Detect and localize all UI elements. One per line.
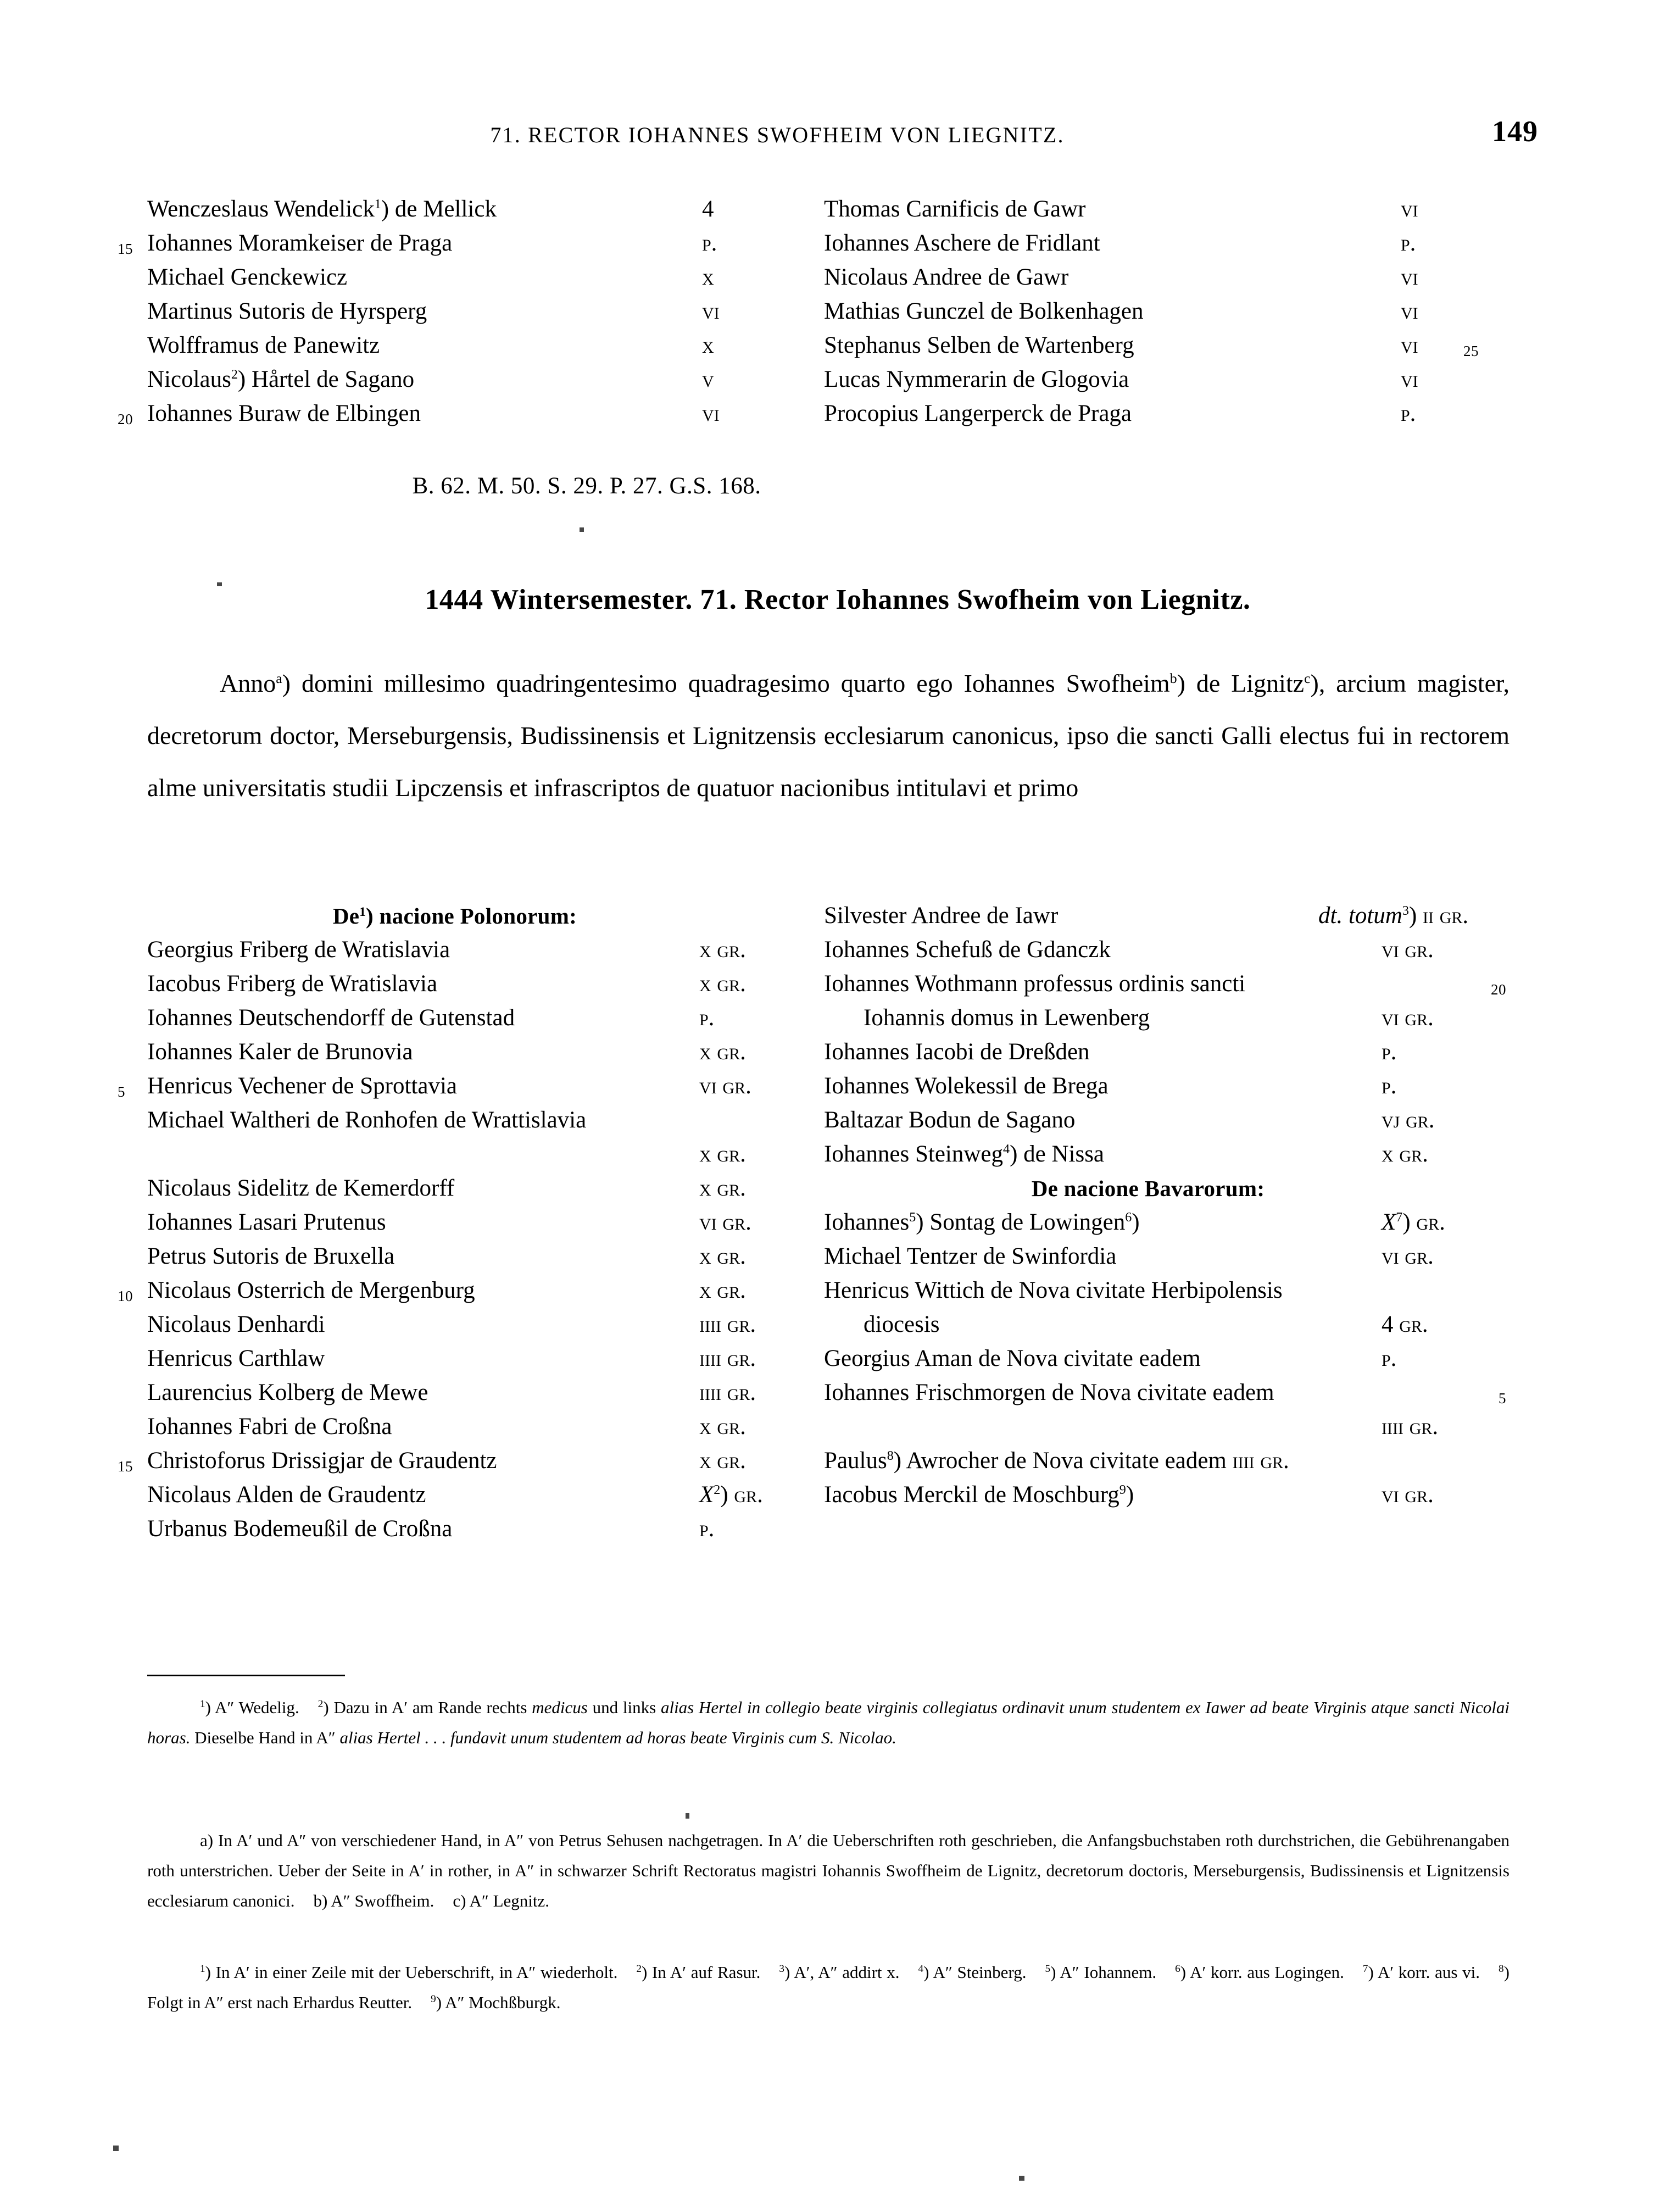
matriculation-row: [118, 1444, 762, 1478]
matriculation-row: [824, 1240, 1472, 1274]
register-row: [824, 294, 1445, 329]
matriculation-right-column: [824, 899, 1506, 1512]
student-name: Nicolaus Osterrich de Mergenburg: [147, 1277, 475, 1303]
student-name: Nicolaus$^2$) Hårtel de Sagano: [147, 366, 415, 392]
footnote-n8-text: Folgt in A″ erst nach Erhardus Reutter.: [147, 1993, 413, 2012]
register-row: [147, 294, 740, 329]
matriculation-row: [147, 967, 762, 1001]
fee-value: iiii gr.: [699, 1380, 756, 1405]
fee-value: 4: [702, 196, 714, 222]
matriculation-row-continuation: [147, 1137, 762, 1171]
footnote-2-text-pre: Dazu in A′ am Rande rechts: [333, 1698, 532, 1717]
register-row: [118, 226, 740, 260]
matriculation-row: [118, 1069, 762, 1103]
register-row: [824, 192, 1445, 226]
matriculation-row-continuation: [824, 1308, 1472, 1342]
fee-value: vi: [702, 401, 720, 426]
fee-value: x gr.: [699, 1243, 746, 1269]
register-row: [824, 329, 1479, 363]
matriculation-row: [147, 1308, 762, 1342]
footnote-b-text: A″ Swoffheim.: [331, 1891, 435, 1910]
student-name: Iohannes Lasari Prutenus: [147, 1209, 386, 1235]
fee-value: p.: [702, 230, 717, 256]
footnote-2-mid: und links: [587, 1698, 661, 1717]
register-row: [147, 260, 740, 294]
student-name: Nicolaus Denhardi: [147, 1311, 325, 1337]
running-head-title: 71. RECTOR IOHANNES SWOFHEIM VON LIEGNITZ.: [490, 123, 1065, 147]
matriculation-row: [824, 1478, 1472, 1512]
matriculation-row: [147, 1035, 762, 1069]
matriculation-row: [147, 1001, 762, 1035]
fee-value: x gr.: [699, 1277, 746, 1303]
fee-value: x: [702, 332, 714, 358]
fee-value: vi: [1401, 332, 1418, 358]
fee-value: vi gr.: [1382, 937, 1434, 963]
matriculation-row: [824, 1137, 1472, 1171]
fee-value: p.: [1382, 1346, 1397, 1371]
student-name: Nicolaus Andree de Gawr: [824, 264, 1069, 290]
line-number: 25: [1463, 343, 1479, 359]
student-name: Georgius Friberg de Wratislavia: [147, 937, 450, 963]
student-name: Iacobus Merckil de Moschburg$^9$): [824, 1482, 1134, 1508]
student-name: Urbanus Bodemeußil de Croßna: [147, 1516, 453, 1542]
footnote-n4-text: A″ Steinberg.: [933, 1963, 1027, 1982]
footnote-n1-text: In A′ in einer Zeile mit der Ueberschrift, in A″ wiederholt.: [215, 1963, 618, 1982]
student-name: Nicolaus Sidelitz de Kemerdorff: [147, 1175, 455, 1201]
line-number: 5: [1499, 1390, 1506, 1407]
student-name: Michael Waltheri de Ronhofen de Wrattislavia: [147, 1107, 587, 1133]
matriculation-left-column: [118, 899, 763, 1546]
fee-value: x gr.: [699, 971, 746, 997]
student-name: Georgius Aman de Nova civitate eadem: [824, 1346, 1201, 1371]
fee-value: dt. totum$^3$) ii gr.: [1318, 903, 1469, 929]
fee-value: $X^7$) gr.: [1382, 1209, 1445, 1235]
fee-value: x gr.: [699, 1141, 746, 1167]
footnote-1-text: A″ Wedelig.: [215, 1698, 299, 1717]
fee-value: vi gr.: [699, 1073, 751, 1099]
student-name: Baltazar Bodun de Sagano: [824, 1107, 1076, 1133]
fee-value: p.: [1401, 401, 1416, 426]
fee-value: vi gr.: [1382, 1005, 1434, 1031]
fee-value: vi gr.: [699, 1209, 751, 1235]
student-name: Procopius Langerperck de Praga: [824, 401, 1132, 426]
student-name: Iacobus Friberg de Wratislavia: [147, 971, 438, 997]
matriculation-row: [118, 1274, 762, 1308]
register-row: [824, 363, 1445, 397]
register-summary-totals: B. 62. M. 50. S. 29. P. 27. G.S. 168.: [412, 473, 761, 499]
fee-value: 4 gr.: [1382, 1311, 1428, 1337]
register-row: [824, 226, 1445, 260]
fee-value: x gr.: [699, 1414, 746, 1440]
footnote-block-lower-numeric: $^1$) In A′ in einer Zeile mit der Ueberschrift, in A″ wiederholt. $^2$) In A′ auf Rasur. $^3$) A′, A″ addirt x. $^4$) A″ Steinberg. $^5$) A″ Iohannem. $^6$) A′ korr. aus Logingen. $^7$) A′ korr. aus vi. $^8$) Folgt in A″ erst nach Erhardus Reutter. $^9$) A″ Mochßburgk.: [147, 1963, 1510, 2012]
student-name: Martinus Sutoris de Hyrsperg: [147, 298, 427, 324]
register-row: [147, 329, 740, 363]
matriculation-row-continuation: [824, 1410, 1472, 1444]
line-number: 20: [118, 411, 133, 427]
student-name: Michael Tentzer de Swinfordia: [824, 1243, 1117, 1269]
fee-value: x gr.: [699, 1039, 746, 1065]
student-name: Iohannes Schefuß de Gdanczk: [824, 937, 1111, 963]
student-name: Iohannes Iacobi de Dreßden: [824, 1039, 1090, 1065]
student-name: Iohannes Aschere de Fridlant: [824, 230, 1100, 256]
line-number: 15: [118, 1458, 133, 1475]
footnote-b-marker: b): [313, 1891, 328, 1910]
fee-value: iiii gr.: [699, 1311, 756, 1337]
student-name: Paulus$^8$) Awrocher de Nova civitate eadem iiii gr.: [824, 1448, 1289, 1474]
footnote-a-marker: a): [200, 1831, 214, 1850]
fee-value: p.: [699, 1005, 715, 1031]
student-name: Christoforus Drissigjar de Graudentz: [147, 1448, 497, 1474]
fee-value: vj gr.: [1382, 1107, 1435, 1133]
fee-value: v: [702, 366, 714, 392]
footnote-n9-text: A″ Mochßburgk.: [445, 1993, 561, 2012]
matriculation-row: [824, 1274, 1472, 1308]
top-register-left-column: [118, 192, 740, 431]
matriculation-row: [824, 1205, 1472, 1240]
student-name: Wolfframus de Panewitz: [147, 332, 380, 358]
footnote-2-italic-medicus: medicus: [532, 1698, 588, 1717]
matriculation-row: [147, 1171, 762, 1205]
student-name: Michael Genckewicz: [147, 264, 348, 290]
student-name: Iohannes Moramkeiser de Praga: [147, 230, 453, 256]
fee-value: iiii gr.: [699, 1346, 756, 1371]
fee-value: x gr.: [1382, 1141, 1428, 1167]
student-name-continuation: Iohannis domus in Lewenberg: [864, 1005, 1150, 1031]
footnote-n6-text: A′ korr. aus Logingen.: [1190, 1963, 1344, 1982]
student-name: Iohannes Buraw de Elbingen: [147, 401, 421, 426]
student-name: Henricus Wittich de Nova civitate Herbipolensis: [824, 1277, 1283, 1303]
student-name: Silvester Andree de Iawr: [824, 903, 1059, 929]
student-name: Iohannes$^5$) Sontag de Lowingen$^6$): [824, 1209, 1140, 1235]
scan-speck: [686, 1813, 689, 1819]
nation-heading-bavarorum: De nacione Bavarorum:: [1031, 1176, 1265, 1201]
nation-heading-polonorum: De$^1$) nacione Polonorum:: [332, 903, 577, 929]
register-row: [147, 363, 740, 397]
footnote-2-italic-quote-2: alias Hertel . . . fundavit unum studentem ad horas beate Virginis cum S. Nicolao.: [339, 1728, 896, 1747]
matriculation-row: [147, 1512, 762, 1546]
matriculation-row: [824, 967, 1506, 1001]
fee-value: vi: [702, 298, 720, 324]
footnote-n7-text: A′ korr. aus vi.: [1377, 1963, 1480, 1982]
matriculation-row: [147, 933, 762, 967]
register-row: [147, 192, 740, 226]
matriculation-row: [147, 1240, 762, 1274]
fee-value: p.: [699, 1516, 715, 1542]
footnote-separator-rule: [147, 1675, 345, 1676]
matriculation-row-continuation: [824, 1001, 1472, 1035]
matriculation-row: [147, 1205, 762, 1240]
line-number: 20: [1491, 981, 1506, 998]
fee-value: vi: [1401, 298, 1418, 324]
student-name: Henricus Vechener de Sprottavia: [147, 1073, 457, 1099]
matriculation-row: [147, 1103, 762, 1137]
footnote-n3-text: A′, A″ addirt x.: [794, 1963, 900, 1982]
student-name: Petrus Sutoris de Bruxella: [147, 1243, 395, 1269]
scan-speck: [1019, 2176, 1024, 2181]
fee-value: p.: [1401, 230, 1416, 256]
line-number: 15: [118, 241, 133, 257]
register-row: [824, 397, 1445, 431]
student-name: Wenczeslaus Wendelick$^1$) de Mellick: [147, 196, 497, 222]
fee-value: vi: [1401, 366, 1418, 392]
scan-speck: [580, 527, 584, 532]
scan-speck: [217, 582, 222, 586]
student-name: Iohannes Steinweg$^4$) de Nissa: [824, 1141, 1105, 1167]
matriculation-row: [824, 899, 1472, 933]
page-number: 149: [1492, 115, 1538, 148]
fee-value: $X^2$) gr.: [699, 1482, 763, 1508]
matriculation-row: [824, 1444, 1472, 1478]
student-name: Iohannes Kaler de Brunovia: [147, 1039, 413, 1065]
matriculation-row: [824, 933, 1472, 967]
matriculation-row: [824, 1103, 1472, 1137]
fee-value: x gr.: [699, 937, 746, 963]
matriculation-row: [824, 1035, 1472, 1069]
footnote-2-mid-2: Dieselbe Hand in A″: [190, 1728, 340, 1747]
fee-value: x gr.: [699, 1175, 746, 1201]
student-name: Mathias Gunczel de Bolkenhagen: [824, 298, 1144, 324]
register-row: [824, 260, 1445, 294]
matriculation-row: [147, 1342, 762, 1376]
student-name: Thomas Carnificis de Gawr: [824, 196, 1086, 222]
student-name: Iohannes Frischmorgen de Nova civitate eadem: [824, 1380, 1274, 1405]
footnote-n5-text: A″ Iohannem.: [1060, 1963, 1157, 1982]
register-row: [118, 397, 740, 431]
student-name: Iohannes Wothmann professus ordinis sancti: [824, 971, 1246, 997]
matriculation-row: [147, 1376, 762, 1410]
footnote-2-italic-quote-1: alias Hertel in collegio beate virginis collegiatus ordinavit unum studentem ex Iawer ad beate Virginis atque sancti Nicolai horas.: [147, 1698, 1510, 1747]
student-name: Iohannes Wolekessil de Brega: [824, 1073, 1109, 1099]
matriculation-row: [824, 1376, 1506, 1410]
student-name: Lucas Nymmerarin de Glogovia: [824, 366, 1129, 392]
fee-value: p.: [1382, 1073, 1397, 1099]
footnote-block-alphabetic: [147, 1825, 1510, 1916]
running-head: [137, 115, 1538, 155]
top-register-right-column: [824, 192, 1479, 431]
student-name: Iohannes Deutschendorff de Gutenstad: [147, 1005, 515, 1031]
fee-value: x gr.: [699, 1448, 746, 1474]
matriculation-row: [147, 1410, 762, 1444]
student-name-continuation: diocesis: [864, 1311, 940, 1337]
footnote-n2-text: In A′ auf Rasur.: [652, 1963, 761, 1982]
student-name: Nicolaus Alden de Graudentz: [147, 1482, 426, 1508]
fee-value: vi gr.: [1382, 1482, 1434, 1508]
fee-value: vi gr.: [1382, 1243, 1434, 1269]
student-name: Iohannes Fabri de Croßna: [147, 1414, 392, 1440]
footnote-c-text: A″ Legnitz.: [469, 1891, 550, 1910]
fee-value: iiii gr.: [1382, 1414, 1439, 1440]
section-heading: 1444 Wintersemester. 71. Rector Iohannes Swofheim von Liegnitz.: [425, 584, 1251, 615]
line-number: 5: [118, 1083, 125, 1100]
line-number: 10: [118, 1288, 133, 1304]
fee-value: vi: [1401, 196, 1418, 222]
student-name: Henricus Carthlaw: [147, 1346, 325, 1371]
student-name: Laurencius Kolberg de Mewe: [147, 1380, 428, 1405]
matriculation-row: [147, 1478, 762, 1512]
student-name: Stephanus Selben de Wartenberg: [824, 332, 1134, 358]
scan-speck: [113, 2146, 119, 2151]
footnote-a-text: In A′ und A″ von verschiedener Hand, in A″ von Petrus Sehusen nachgetragen. In A′ die Ueberschriften roth geschrieben, die Anfangsbuchstaben roth durchstrichen, die Gebührenangaben roth unterstrichen. Ueber der Seite in A′ in rother, in A″ in schwarzer Schrift Rectoratus magistri Iohannis Swoffheim de Lignitz, decretorum doctoris, Merseburgensis, Budissinensis et Lignitzensis ecclesiarum canonici.: [147, 1831, 1510, 1910]
fee-value: p.: [1382, 1039, 1397, 1065]
matriculation-row: [824, 1342, 1472, 1376]
rector-preamble-paragraph: Anno$^a$) domini millesimo quadringentesimo quadragesimo quarto ego Iohannes Swofheim$^b$) de Lignitz$^c$), arcium magister, decretorum doctor, Merseburgensis, Budissinensis et Lignitzensis ecclesiarum canonicus, ipso die sancti Galli electus fui in rectorem alme universitatis studii Lipczensis et infrascriptos de quatuor nacionibus intitulavi et primo: [147, 669, 1510, 802]
footnote-block-upper-numeric: $^1$) A″ Wedelig. $^2$) Dazu in A′ am Rande rechts medicus und links alias Hertel in collegio beate virginis collegiatus ordinavit unum studentem ex Iawer ad beate Virginis atque sancti Nicolai horas. Dieselbe Hand in A″ alias Hertel . . . fundavit unum studentem ad horas beate Virginis cum S. Nicolao.: [147, 1698, 1510, 1747]
fee-value: vi: [1401, 264, 1418, 290]
matriculation-row: [824, 1069, 1472, 1103]
footnote-c-marker: c): [453, 1891, 466, 1910]
fee-value: x: [702, 264, 714, 290]
